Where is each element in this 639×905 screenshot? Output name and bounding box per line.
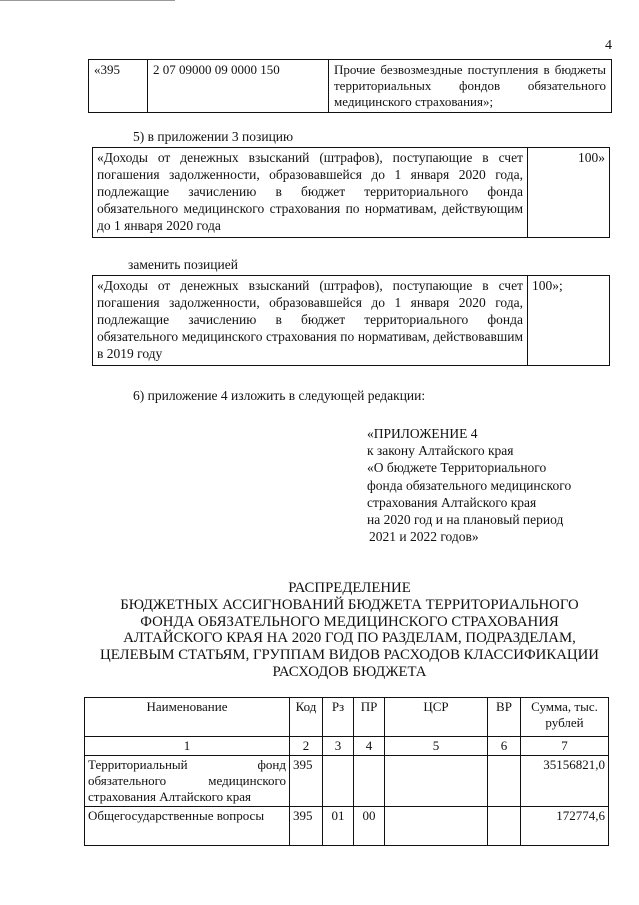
row-name: Территориальный фонд обязательного медицинского страхования Алтайского края: [85, 756, 290, 807]
scan-edge-line: [0, 0, 175, 1]
col-number: 3: [323, 737, 354, 756]
col-number: 2: [290, 737, 323, 756]
item-6-label: 6) приложение 4 изложить в следующей редакции:: [133, 388, 426, 403]
appendix-line: 2021 и 2022 годов»: [369, 529, 479, 545]
table-row: [89, 60, 612, 113]
row-pr: 00: [354, 807, 385, 846]
new-position-text: «Доходы от денежных взысканий (штрафов), поступающие в счет погашения задолженности, образовавшейся до 1 января 2020 года, подлежащие зачислению в бюджет территориального фонда обязательного медицинского страхования по нормативам, действовавшим в 2019 году: [93, 276, 528, 366]
title-line: АЛТАЙСКОГО КРАЯ НА 2020 ГОД ПО РАЗДЕЛАМ, ПОДРАЗДЕЛАМ,: [123, 630, 576, 647]
page-number: 4: [605, 38, 612, 53]
appendix-line: на 2020 год и на плановый период: [367, 512, 564, 528]
column-number-row: [85, 737, 609, 756]
appendix-line: страхования Алтайского края: [367, 494, 537, 510]
header-csr: ЦСР: [385, 698, 488, 737]
col-number: 5: [385, 737, 488, 756]
row-sum: 35156821,0: [521, 756, 609, 807]
header-name: Наименование: [85, 698, 290, 737]
col-number: 7: [521, 737, 609, 756]
new-position-table: [92, 275, 610, 366]
table-row: [93, 276, 610, 366]
old-position-value: 100»: [528, 148, 610, 238]
table-row: [85, 807, 609, 846]
col-number: 4: [354, 737, 385, 756]
appendix-header: [367, 425, 571, 545]
row-rz: 01: [323, 807, 354, 846]
row-rz: [323, 756, 354, 807]
col-number: 6: [488, 737, 521, 756]
table-row: [85, 756, 609, 807]
row-name: Общегосударственные вопросы: [85, 807, 290, 846]
appendix-line: фонда обязательного медицинского: [367, 477, 572, 493]
income-name-cell: Прочие безвозмездные поступления в бюджеты территориальных фондов обязательного медицинского страхования»;: [329, 60, 612, 113]
row-code: 395: [290, 756, 323, 807]
item-5-label: 5) в приложении 3 позицию: [133, 129, 294, 144]
new-position-value: 100»;: [528, 276, 610, 366]
table-header-row: [85, 698, 609, 737]
income-code-table: [88, 59, 612, 113]
budget-table: [84, 697, 609, 846]
table-row: [93, 148, 610, 238]
header-rz: Рз: [323, 698, 354, 737]
document-title: [40, 580, 639, 681]
header-code: Код: [290, 698, 323, 737]
col-number: 1: [85, 737, 290, 756]
appendix-line: к закону Алтайского края: [367, 443, 514, 459]
old-position-table: [92, 147, 610, 238]
row-sum: 172774,6: [521, 807, 609, 846]
replace-label: заменить позицией: [128, 257, 238, 272]
row-pr: [354, 756, 385, 807]
header-pr: ПР: [354, 698, 385, 737]
header-sum: Сумма, тыс. рублей: [521, 698, 609, 737]
appendix-line: «ПРИЛОЖЕНИЕ 4: [367, 426, 478, 441]
row-csr: [385, 807, 488, 846]
old-position-text: «Доходы от денежных взысканий (штрафов), поступающие в счет погашения задолженности, образовавшейся до 1 января 2020 года, подлежащие зачислению в бюджет территориального фонда обязательного медицинского страхования по нормативам, действующим до 1 января 2020 года: [93, 148, 528, 238]
income-code-cell: 2 07 09000 09 0000 150: [148, 60, 329, 113]
title-line: РАСХОДОВ БЮДЖЕТА: [272, 663, 427, 680]
row-vr: [488, 807, 521, 846]
title-line: ЦЕЛЕВЫМ СТАТЬЯМ, ГРУППАМ ВИДОВ РАСХОДОВ КЛАССИФИКАЦИИ: [100, 647, 599, 664]
title-line: ФОНДА ОБЯЗАТЕЛЬНОГО МЕДИЦИНСКОГО СТРАХОВАНИЯ: [140, 613, 559, 630]
row-vr: [488, 756, 521, 807]
appendix-line: «О бюджете Территориального: [367, 460, 547, 476]
row-code: 395: [290, 807, 323, 846]
admin-code-cell: «395: [89, 60, 148, 113]
title-line: РАСПРЕДЕЛЕНИЕ: [288, 580, 411, 596]
header-vr: ВР: [488, 698, 521, 737]
title-line: БЮДЖЕТНЫХ АССИГНОВАНИЙ БЮДЖЕТА ТЕРРИТОРИАЛЬНОГО: [120, 596, 579, 613]
row-csr: [385, 756, 488, 807]
